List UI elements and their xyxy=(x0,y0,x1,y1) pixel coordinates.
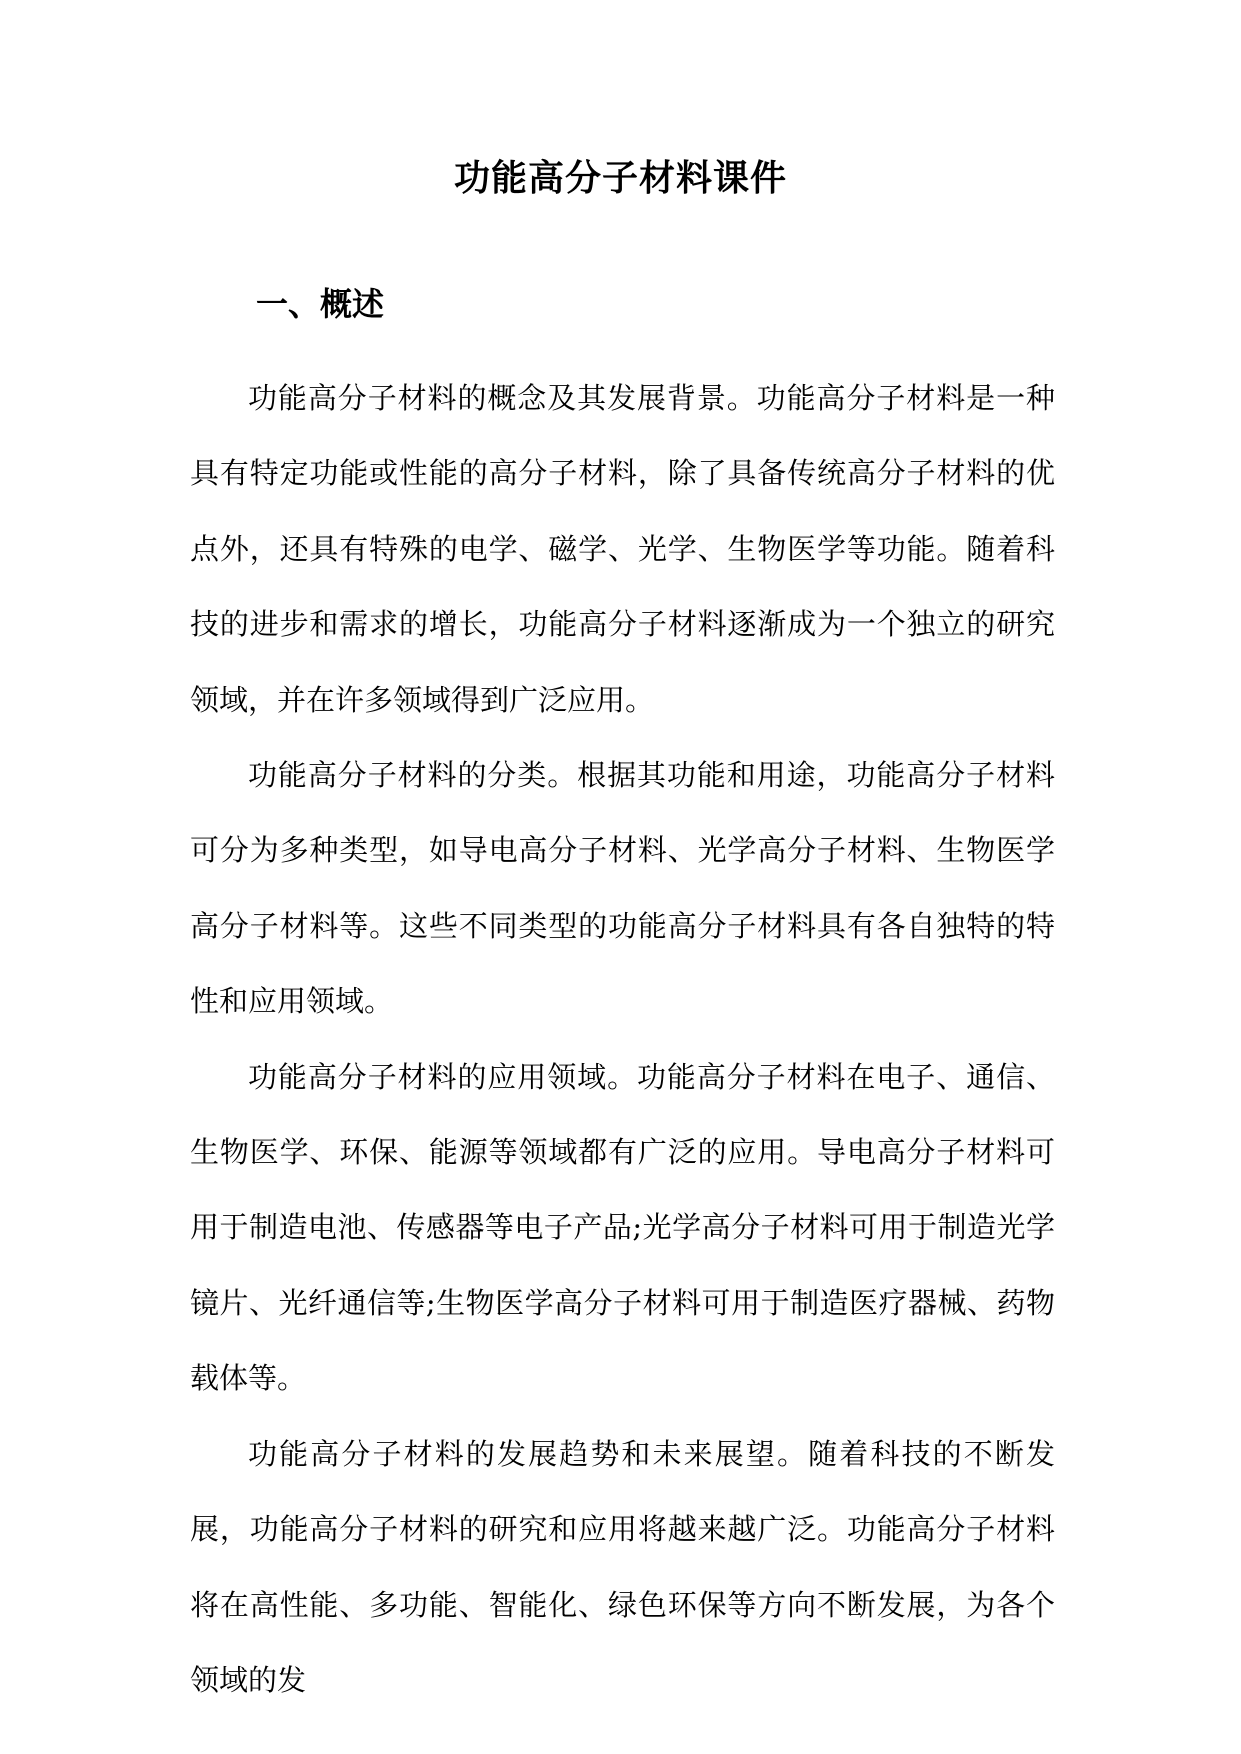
paragraph-trends: 功能高分子材料的发展趋势和未来展望。随着科技的不断发展，功能高分子材料的研究和应用将越来越广泛。功能高分子材料将在高性能、多功能、智能化、绿色环保等方向不断发展，为各个领域的发 xyxy=(190,1436,1055,1697)
section-body-overview xyxy=(190,361,1055,1718)
section-heading-overview: 一、概述 xyxy=(256,285,385,323)
document-title: 功能高分子材料课件 xyxy=(453,157,787,199)
paragraph-classification: 功能高分子材料的分类。根据其功能和用途，功能高分子材料可分为多种类型，如导电高分子材料、光学高分子材料、生物医学高分子材料等。这些不同类型的功能高分子材料具有各自独特的特性和应用领域。 xyxy=(190,758,1055,1019)
paragraph-applications: 功能高分子材料的应用领域。功能高分子材料在电子、通信、生物医学、环保、能源等领域都有广泛的应用。导电高分子材料可用于制造电池、传感器等电子产品;光学高分子材料可用于制造光学镜片、光纤通信等;生物医学高分子材料可用于制造医疗器械、药物载体等。 xyxy=(190,1059,1055,1396)
paragraph-concept: 功能高分子材料的概念及其发展背景。功能高分子材料是一种具有特定功能或性能的高分子材料，除了具备传统高分子材料的优点外，还具有特殊的电学、磁学、光学、生物医学等功能。随着科技的进步和需求的增长，功能高分子材料逐渐成为一个独立的研究领域，并在许多领域得到广泛应用。 xyxy=(190,381,1055,717)
